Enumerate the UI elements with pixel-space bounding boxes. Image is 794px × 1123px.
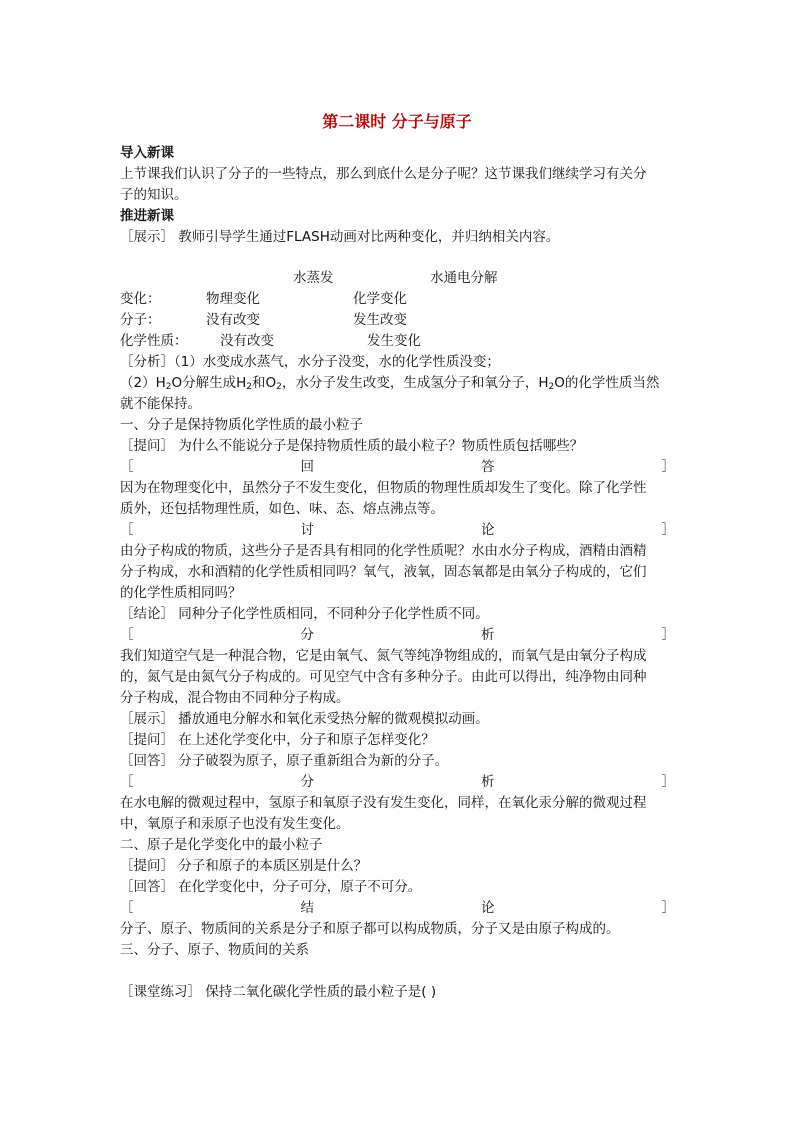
discussion-heading: ［ 讨 论 ］ — [120, 522, 675, 538]
section-heading-3: 三、分子、原子、物质间的关系 — [120, 942, 309, 958]
table-cell: 没有改变 — [206, 312, 260, 328]
analysis-line-1: ［分析］（1）水变成水蒸气，水分子没变，水的化学性质没变； — [120, 354, 500, 370]
conclusion-2: 分子、原子、物质间的关系是分子和原子都可以构成物质，分子又是由原子构成的。 — [120, 921, 620, 937]
intro-heading: 导入新课 — [120, 145, 174, 161]
discussion-line-2: 分子构成，水和酒精的化学性质相同吗？氧气，液氧，固态氧都是由氧分子构成的，它们 — [120, 564, 647, 580]
analysis-line-3: 就不能保持。 — [120, 396, 201, 412]
answer-line-2: 质外，还包括物理性质，如色、味、态、熔点沸点等。 — [120, 501, 444, 517]
table-col-header-electrolysis: 水通电分解 — [430, 270, 498, 286]
analysis-heading-2: ［ 分 析 ］ — [120, 627, 675, 643]
classroom-exercise: ［课堂练习］ 保持二氧化碳化学性质的最小粒子是( ) — [120, 984, 437, 1000]
analysis-2-line-2: 的，氮气是由氮气分子构成的。可见空气中含有多种分子。由此可以得出，纯净物由同种 — [120, 669, 647, 685]
intro-text-line-1: 上节课我们认识了分子的一些特点，那么到底什么是分子呢？这节课我们继续学习有关分 — [120, 166, 647, 182]
table-cell: 化学变化 — [353, 291, 407, 307]
answer-line-1: 因为在物理变化中，虽然分子不发生变化，但物质的物理性质却发生了变化。除了化学性 — [120, 480, 647, 496]
show-paragraph-2: ［展示］ 播放通电分解水和氧化汞受热分解的微观模拟动画。 — [120, 711, 489, 727]
table-cell: 发生变化 — [367, 333, 421, 349]
intro-text-line-2: 子的知识。 — [120, 187, 188, 203]
section-heading-2: 二、原子是化学变化中的最小粒子 — [120, 837, 323, 853]
question-1: ［提问］ 为什么不能说分子是保持物质性质的最小粒子？物质性质包括哪些？ — [120, 438, 584, 454]
table-cell: 物理变化 — [206, 291, 260, 307]
conclusion-1: ［结论］ 同种分子化学性质相同，不同种分子化学性质不同。 — [120, 606, 489, 622]
analysis-3-line-2: 中，氧原子和汞原子也没有发生变化。 — [120, 816, 350, 832]
question-3: ［提问］ 分子和原子的本质区别是什么？ — [120, 858, 368, 874]
show-paragraph-1: ［展示］ 教师引导学生通过FLASH动画对比两种变化，并归纳相关内容。 — [120, 229, 560, 245]
discussion-line-1: 由分子构成的物质，这些分子是否具有相同的化学性质呢？水由水分子构成，酒精由酒精 — [120, 543, 647, 559]
analysis-line-2: $(2)H_2O$分解生成$H_2$和$O_2$，水分子发生改变，生成氢分子和氧分子，$H_2O$的化学性质当然 — [120, 375, 660, 392]
table-cell: 发生改变 — [353, 312, 407, 328]
table-row-label: 化学性质： — [120, 333, 188, 349]
advance-heading: 推进新课 — [120, 208, 174, 224]
table-row-label: 变化： — [120, 291, 161, 307]
reply-3: ［回答］ 在化学变化中，分子可分，原子不可分。 — [120, 879, 422, 895]
analysis-3-line-1: 在水电解的微观过程中，氢原子和氧原子没有发生变化，同样，在氧化汞分解的微观过程 — [120, 795, 647, 811]
section-heading-1: 一、分子是保持物质化学性质的最小粒子 — [120, 417, 363, 433]
answer-heading: ［ 回 答 ］ — [120, 459, 675, 475]
page-title: 第二课时 分子与原子 — [322, 112, 472, 131]
conclusion-heading: ［ 结 论 ］ — [120, 900, 675, 916]
question-2: ［提问］ 在上述化学变化中，分子和原子怎样变化？ — [120, 732, 435, 748]
analysis-heading-3: ［ 分 析 ］ — [120, 774, 675, 790]
reply-2: ［回答］ 分子破裂为原子，原子重新组合为新的分子。 — [120, 753, 449, 769]
analysis-2-line-1: 我们知道空气是一种混合物，它是由氧气、氮气等纯净物组成的，而氧气是由氧分子构成 — [120, 648, 647, 664]
table-cell: 没有改变 — [220, 333, 274, 349]
discussion-line-3: 的化学性质相同吗？ — [120, 585, 242, 601]
table-col-header-evaporation: 水蒸发 — [293, 270, 334, 286]
analysis-2-line-3: 分子构成，混合物由不同种分子构成。 — [120, 690, 350, 706]
table-row-label: 分子： — [120, 312, 161, 328]
